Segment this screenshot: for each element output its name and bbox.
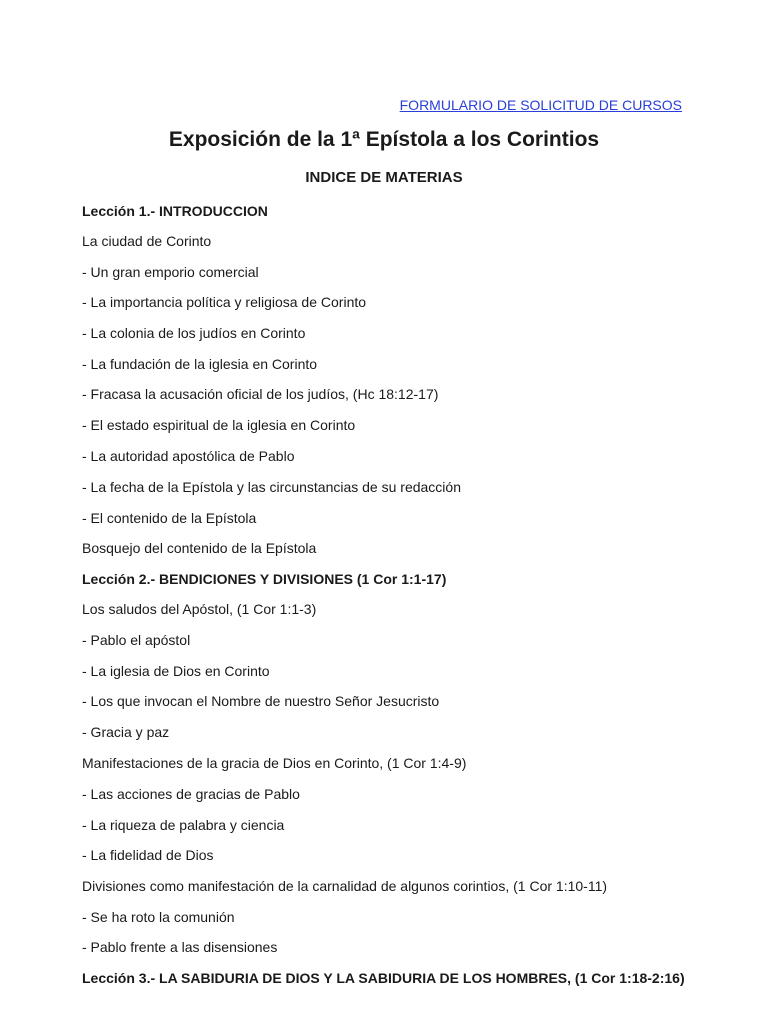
section-item: La ciudad de Corinto bbox=[82, 233, 212, 249]
subsection-item: - El contenido de la Epístola bbox=[82, 510, 257, 526]
section-item: Los saludos del Apóstol, (1 Cor 1:1-3) bbox=[82, 601, 317, 617]
lesson-heading: Lección 2.- BENDICIONES Y DIVISIONES (1 Cor 1:1-17) bbox=[82, 571, 447, 587]
subsection-item: - Gracia y paz bbox=[82, 724, 170, 740]
subsection-item: - La iglesia de Dios en Corinto bbox=[82, 663, 270, 679]
subsection-item: - La autoridad apostólica de Pablo bbox=[82, 448, 295, 464]
subsection-item: - La fecha de la Epístola y las circunstancias de su redacción bbox=[82, 479, 461, 495]
index-heading: INDICE DE MATERIAS bbox=[305, 169, 463, 186]
subsection-item: - Un gran emporio comercial bbox=[82, 264, 259, 280]
section-item: Manifestaciones de la gracia de Dios en Corinto, (1 Cor 1:4-9) bbox=[82, 755, 467, 771]
subsection-item: - El estado espiritual de la iglesia en Corinto bbox=[82, 417, 356, 433]
subsection-item: - Fracasa la acusación oficial de los judíos, (Hc 18:12-17) bbox=[82, 386, 439, 402]
section-item: Divisiones como manifestación de la carnalidad de algunos corintios, (1 Cor 1:10-11) bbox=[82, 878, 608, 894]
subsection-item: - Pablo frente a las disensiones bbox=[82, 939, 278, 955]
lesson-heading: Lección 1.- INTRODUCCION bbox=[82, 203, 268, 219]
course-request-form-link[interactable]: FORMULARIO DE SOLICITUD DE CURSOS bbox=[399, 97, 682, 113]
subsection-item: - La fundación de la iglesia en Corinto bbox=[82, 356, 318, 372]
document-title: Exposición de la 1ª Epístola a los Corintios bbox=[168, 128, 600, 151]
subsection-item: - Se ha roto la comunión bbox=[82, 909, 235, 925]
subsection-item: - La fidelidad de Dios bbox=[82, 847, 214, 863]
section-item: Bosquejo del contenido de la Epístola bbox=[82, 540, 317, 556]
subsection-item: - La riqueza de palabra y ciencia bbox=[82, 817, 285, 833]
subsection-item: - La importancia política y religiosa de Corinto bbox=[82, 294, 367, 310]
subsection-item: - La colonia de los judíos en Corinto bbox=[82, 325, 306, 341]
subsection-item: - Los que invocan el Nombre de nuestro Señor Jesucristo bbox=[82, 693, 440, 709]
subsection-item: - Pablo el apóstol bbox=[82, 632, 191, 648]
subsection-item: - Las acciones de gracias de Pablo bbox=[82, 786, 300, 802]
lesson-heading: Lección 3.- LA SABIDURIA DE DIOS Y LA SABIDURIA DE LOS HOMBRES, (1 Cor 1:18-2:16) bbox=[82, 970, 685, 986]
